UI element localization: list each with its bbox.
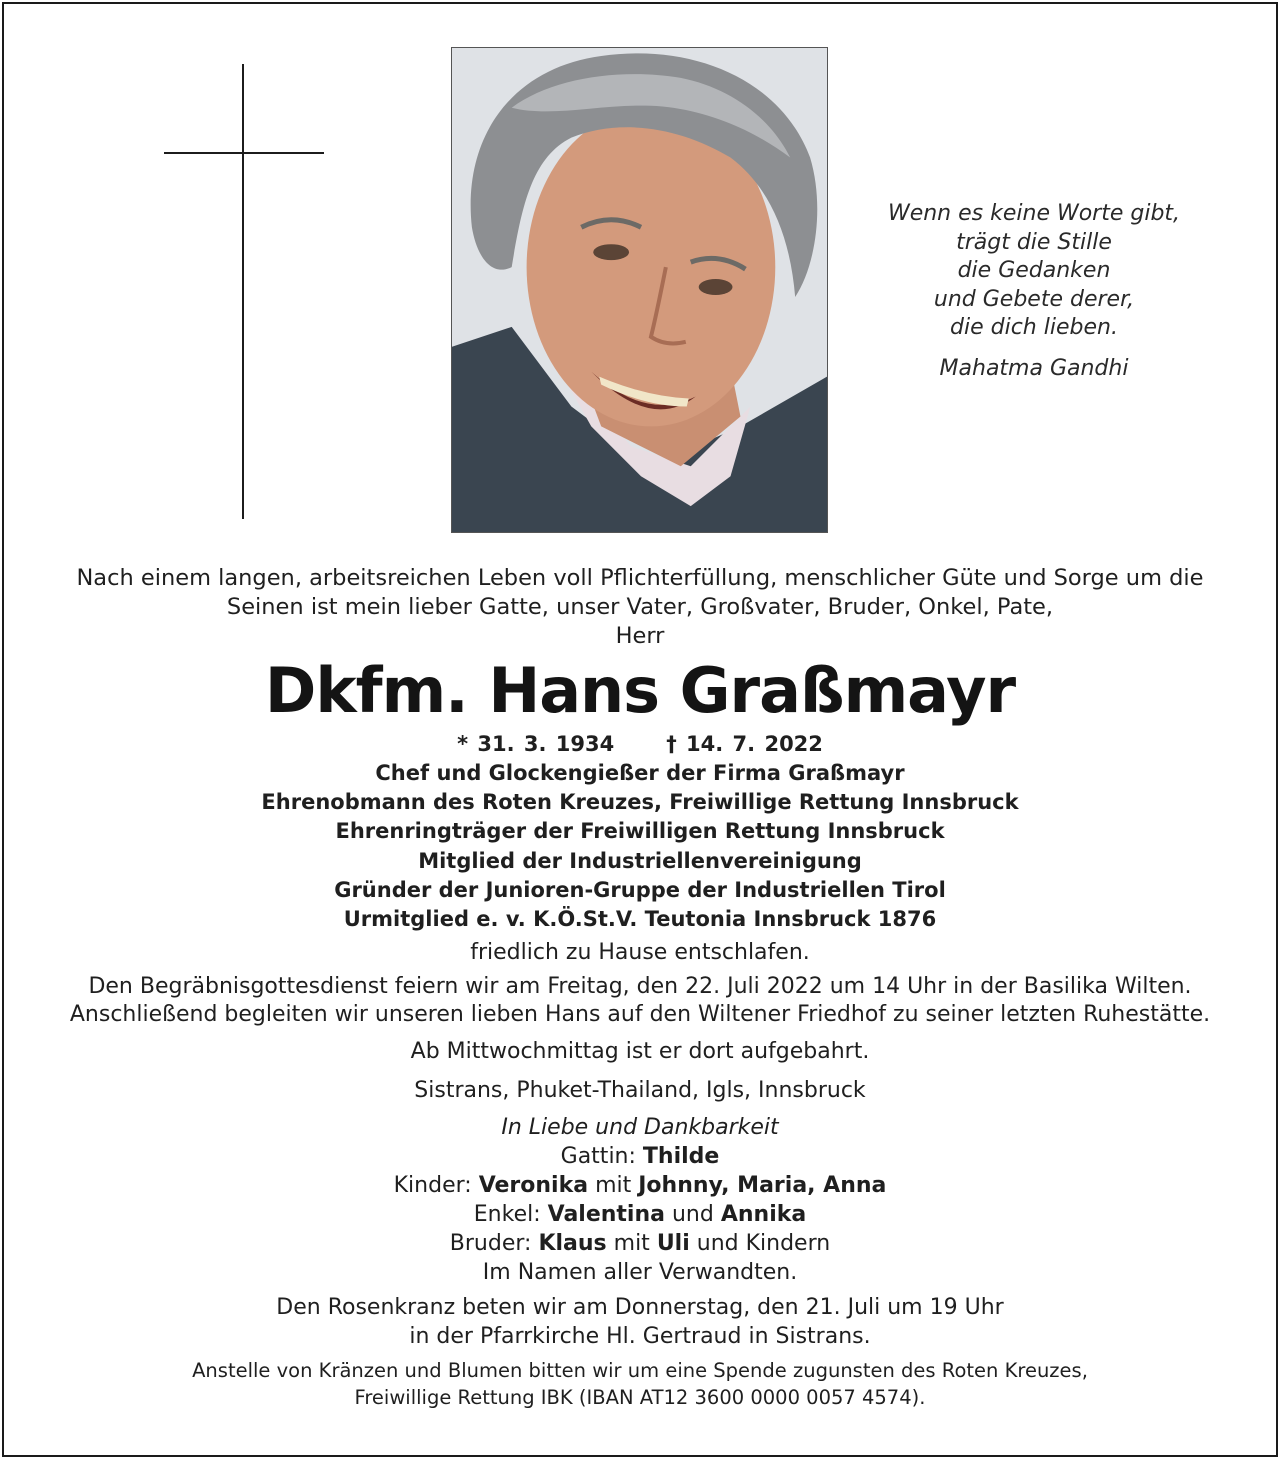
intro-paragraph	[4, 564, 1276, 651]
intro-line: Seinen ist mein lieber Gatte, unser Vater, Großvater, Bruder, Onkel, Pate,	[226, 594, 1054, 620]
quote-line: trägt die Stille	[956, 229, 1112, 255]
birth-date: * 31. 3. 1934	[457, 732, 615, 756]
rosary-line: in der Pfarrkirche Hl. Gertraud in Sistrans.	[409, 1324, 871, 1350]
donation-info	[4, 1357, 1276, 1411]
family-name: Annika	[720, 1202, 807, 1228]
family-connector: und	[671, 1202, 714, 1228]
cross-vertical-bar	[242, 64, 244, 519]
rosary-line: Den Rosenkranz beten wir am Donnerstag, den 21. Juli um 19 Uhr	[276, 1295, 1004, 1321]
family-name: Uli	[656, 1231, 690, 1257]
intro-line: Herr	[615, 623, 665, 649]
title-line: Urmitglied e. v. K.Ö.St.V. Teutonia Innsbruck 1876	[343, 907, 937, 932]
obituary-notice	[2, 2, 1278, 1457]
donation-line: Freiwillige Rettung IBK (IBAN AT12 3600 0000 0057 4574).	[354, 1386, 926, 1410]
title-line: Ehrenringträger der Freiwilligen Rettung Innsbruck	[335, 819, 945, 844]
title-line: Ehrenobmann des Roten Kreuzes, Freiwillige Rettung Innsbruck	[261, 790, 1019, 815]
intro-line: Nach einem langen, arbeitsreichen Leben voll Pflichterfüllung, menschlicher Güte und Sorge um die	[76, 565, 1204, 591]
family-connector: und Kindern	[696, 1231, 831, 1257]
rosary-info	[4, 1293, 1276, 1351]
family-name: Klaus	[538, 1231, 607, 1257]
laid-out-line: Ab Mittwochmittag ist er dort aufgebahrt.	[410, 1039, 870, 1065]
deceased-name: Dkfm. Hans Graßmayr	[264, 654, 1016, 727]
title-line: Gründer der Junioren-Gruppe der Industriellen Tirol	[334, 877, 946, 902]
titles-list	[4, 759, 1276, 934]
family-name: Thilde	[642, 1144, 720, 1170]
cross-horizontal-bar	[164, 152, 324, 154]
family-children	[4, 1171, 1276, 1200]
quote-line: Wenn es keine Worte gibt,	[887, 201, 1181, 226]
service-line: Den Begräbnisgottesdienst feiern wir am Freitag, den 22. Juli 2022 um 14 Uhr in der Basilika Wilten.	[88, 974, 1192, 1000]
obituary-text	[4, 564, 1276, 1411]
family-brother	[4, 1229, 1276, 1258]
portrait-photo	[451, 47, 828, 533]
family-list	[4, 1142, 1276, 1287]
family-spouse	[4, 1142, 1276, 1171]
portrait-illustration	[452, 48, 827, 532]
family-label: Enkel:	[473, 1202, 541, 1228]
family-name: Valentina	[547, 1202, 665, 1228]
family-label: Bruder:	[449, 1231, 532, 1257]
quote-line: die dich lieben.	[950, 315, 1118, 340]
places-line: Sistrans, Phuket-Thailand, Igls, Innsbruck	[414, 1078, 866, 1104]
gratitude-line: In Liebe und Dankbarkeit	[501, 1115, 779, 1141]
life-dates	[4, 729, 1276, 759]
family-connector: mit	[595, 1173, 632, 1199]
family-grandchildren	[4, 1200, 1276, 1229]
death-date: † 14. 7. 2022	[666, 732, 823, 756]
quote-line: die Gedanken	[957, 258, 1111, 283]
family-label: Gattin:	[560, 1144, 636, 1170]
family-relatives: Im Namen aller Verwandten.	[482, 1260, 798, 1286]
family-name: Johnny, Maria, Anna	[638, 1173, 887, 1199]
title-line: Mitglied der Industriellenvereinigung	[418, 848, 862, 873]
quote-author: Mahatma Gandhi	[939, 355, 1129, 381]
service-line: Anschließend begleiten wir unseren lieben Hans auf den Wiltener Friedhof zu seiner letzten Ruhestätte.	[69, 1002, 1211, 1028]
title-line: Chef und Glockengießer der Firma Graßmayr	[375, 761, 905, 785]
family-connector: mit	[613, 1231, 650, 1257]
funeral-service	[4, 973, 1276, 1029]
sleep-line: friedlich zu Hause entschlafen.	[470, 940, 810, 966]
donation-line: Anstelle von Kränzen und Blumen bitten wir um eine Spende zugunsten des Roten Kreuzes,	[192, 1359, 1088, 1383]
quote-line: und Gebete derer,	[933, 286, 1135, 312]
family-label: Kinder:	[393, 1173, 472, 1199]
family-name: Veronika	[478, 1173, 589, 1199]
gandhi-quote	[884, 200, 1184, 383]
